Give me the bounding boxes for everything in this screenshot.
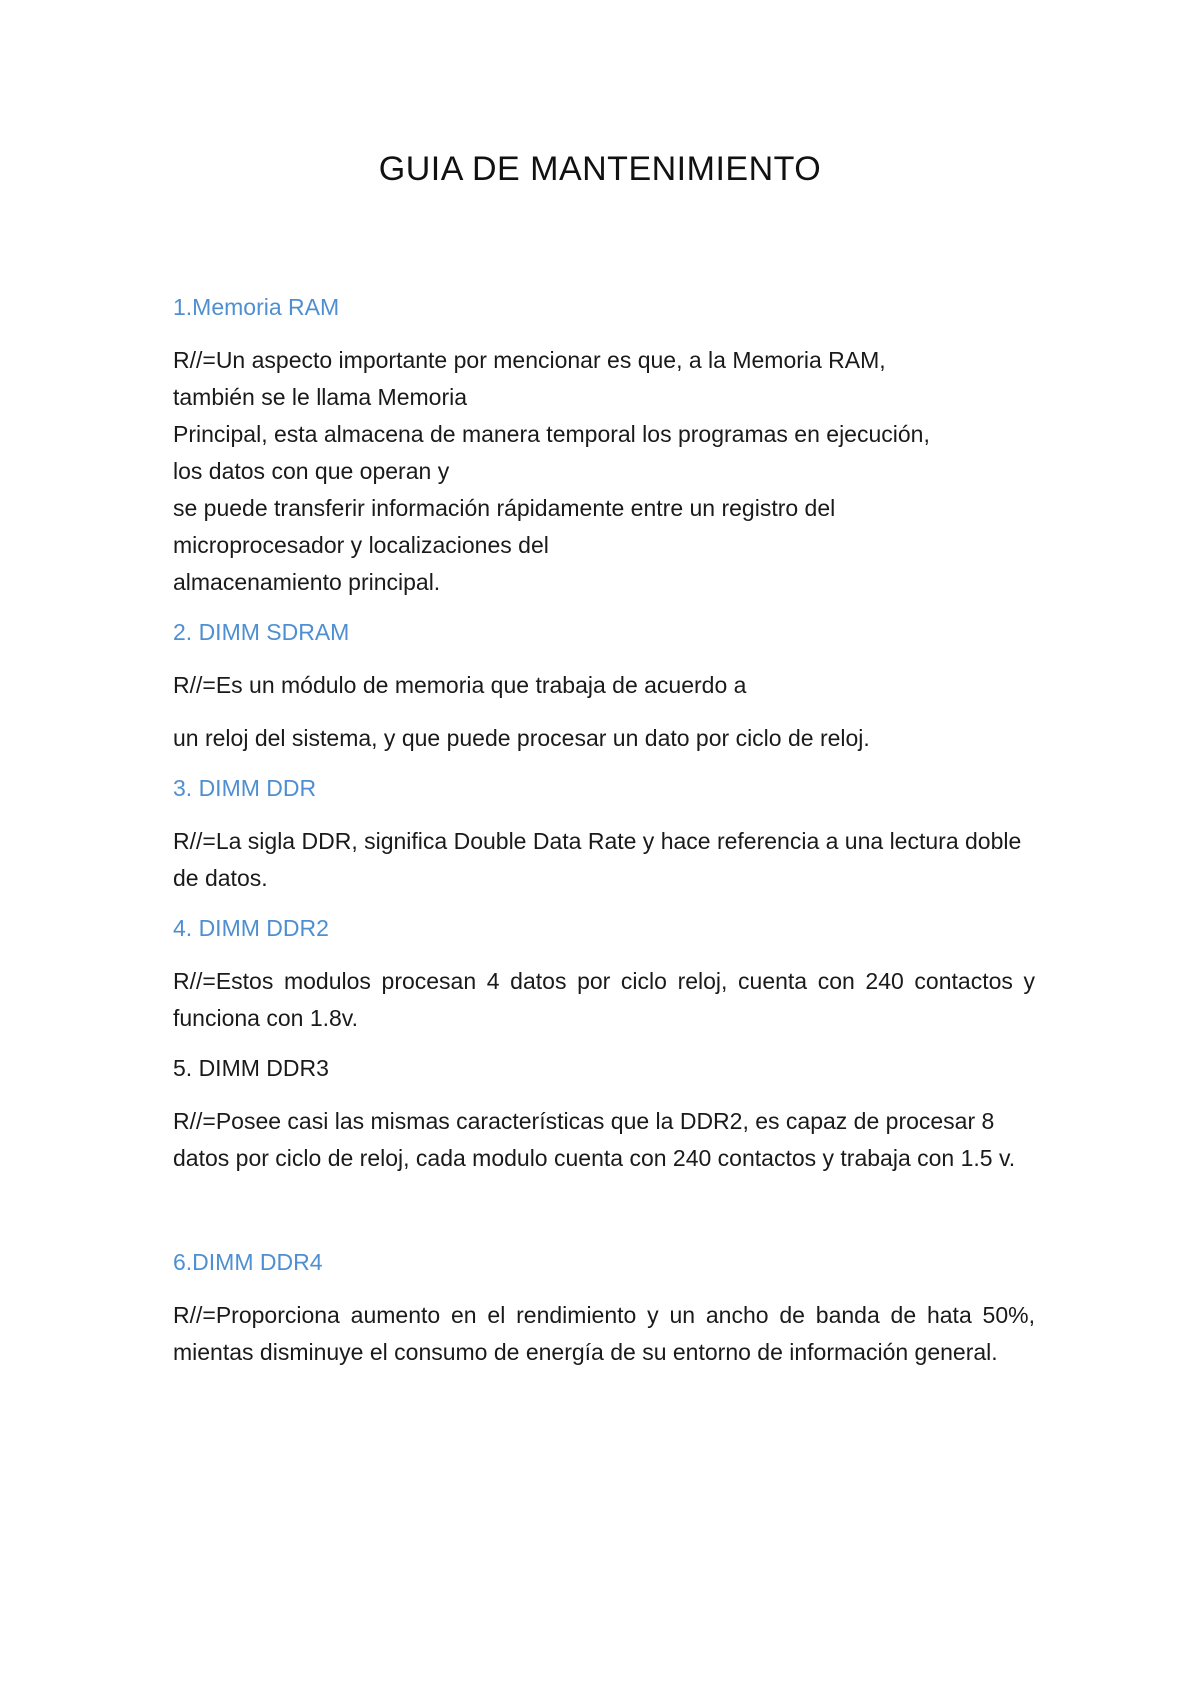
text-line: se puede transferir información rápidamente entre un registro del bbox=[173, 495, 836, 521]
text-line: almacenamiento principal. bbox=[173, 569, 441, 595]
section-text-dimm-sdram-2: un reloj del sistema, y que puede procesar un dato por ciclo de reloj. bbox=[173, 725, 870, 751]
section-text-dimm-ddr: R//=La sigla DDR, significa Double Data Rate y hace referencia a una lectura doble de datos. bbox=[173, 828, 1022, 891]
section-text-dimm-ddr4: R//=Proporciona aumento en el rendimiento y un ancho de banda de hata 50%, mientas disminuye el consumo de energía de su entorno de información general. bbox=[173, 1302, 1035, 1365]
text-line: R//=Un aspecto importante por mencionar es que, a la Memoria RAM, bbox=[173, 347, 886, 373]
section-text-memoria-ram bbox=[173, 342, 1035, 601]
document-body bbox=[173, 292, 1035, 1387]
text-line: los datos con que operan y bbox=[173, 458, 450, 484]
text-line: microprocesador y localizaciones del bbox=[173, 532, 549, 558]
section-text-dimm-sdram-1: R//=Es un módulo de memoria que trabaja de acuerdo a bbox=[173, 672, 747, 698]
section-heading-dimm-sdram: 2. DIMM SDRAM bbox=[173, 619, 350, 645]
section-heading-dimm-ddr: 3. DIMM DDR bbox=[173, 775, 317, 801]
document-title: GUIA DE MANTENIMIENTO bbox=[378, 150, 822, 188]
section-heading-dimm-ddr3: 5. DIMM DDR3 bbox=[173, 1055, 329, 1081]
blank-spacer bbox=[173, 1193, 1035, 1247]
text-line: Principal, esta almacena de manera temporal los programas en ejecución, bbox=[173, 421, 930, 447]
section-text-dimm-ddr3: R//=Posee casi las mismas características que la DDR2, es capaz de procesar 8 datos por ciclo de reloj, cada modulo cuenta con 240 contactos y trabaja con 1.5 v. bbox=[173, 1108, 1016, 1171]
section-heading-memoria-ram: 1.Memoria RAM bbox=[173, 294, 340, 320]
section-heading-dimm-ddr4: 6.DIMM DDR4 bbox=[173, 1249, 323, 1275]
section-heading-dimm-ddr2: 4. DIMM DDR2 bbox=[173, 915, 329, 941]
text-line: también se le llama Memoria bbox=[173, 384, 468, 410]
section-text-dimm-ddr2: R//=Estos modulos procesan 4 datos por ciclo reloj, cuenta con 240 contactos y funciona con 1.8v. bbox=[173, 968, 1035, 1031]
